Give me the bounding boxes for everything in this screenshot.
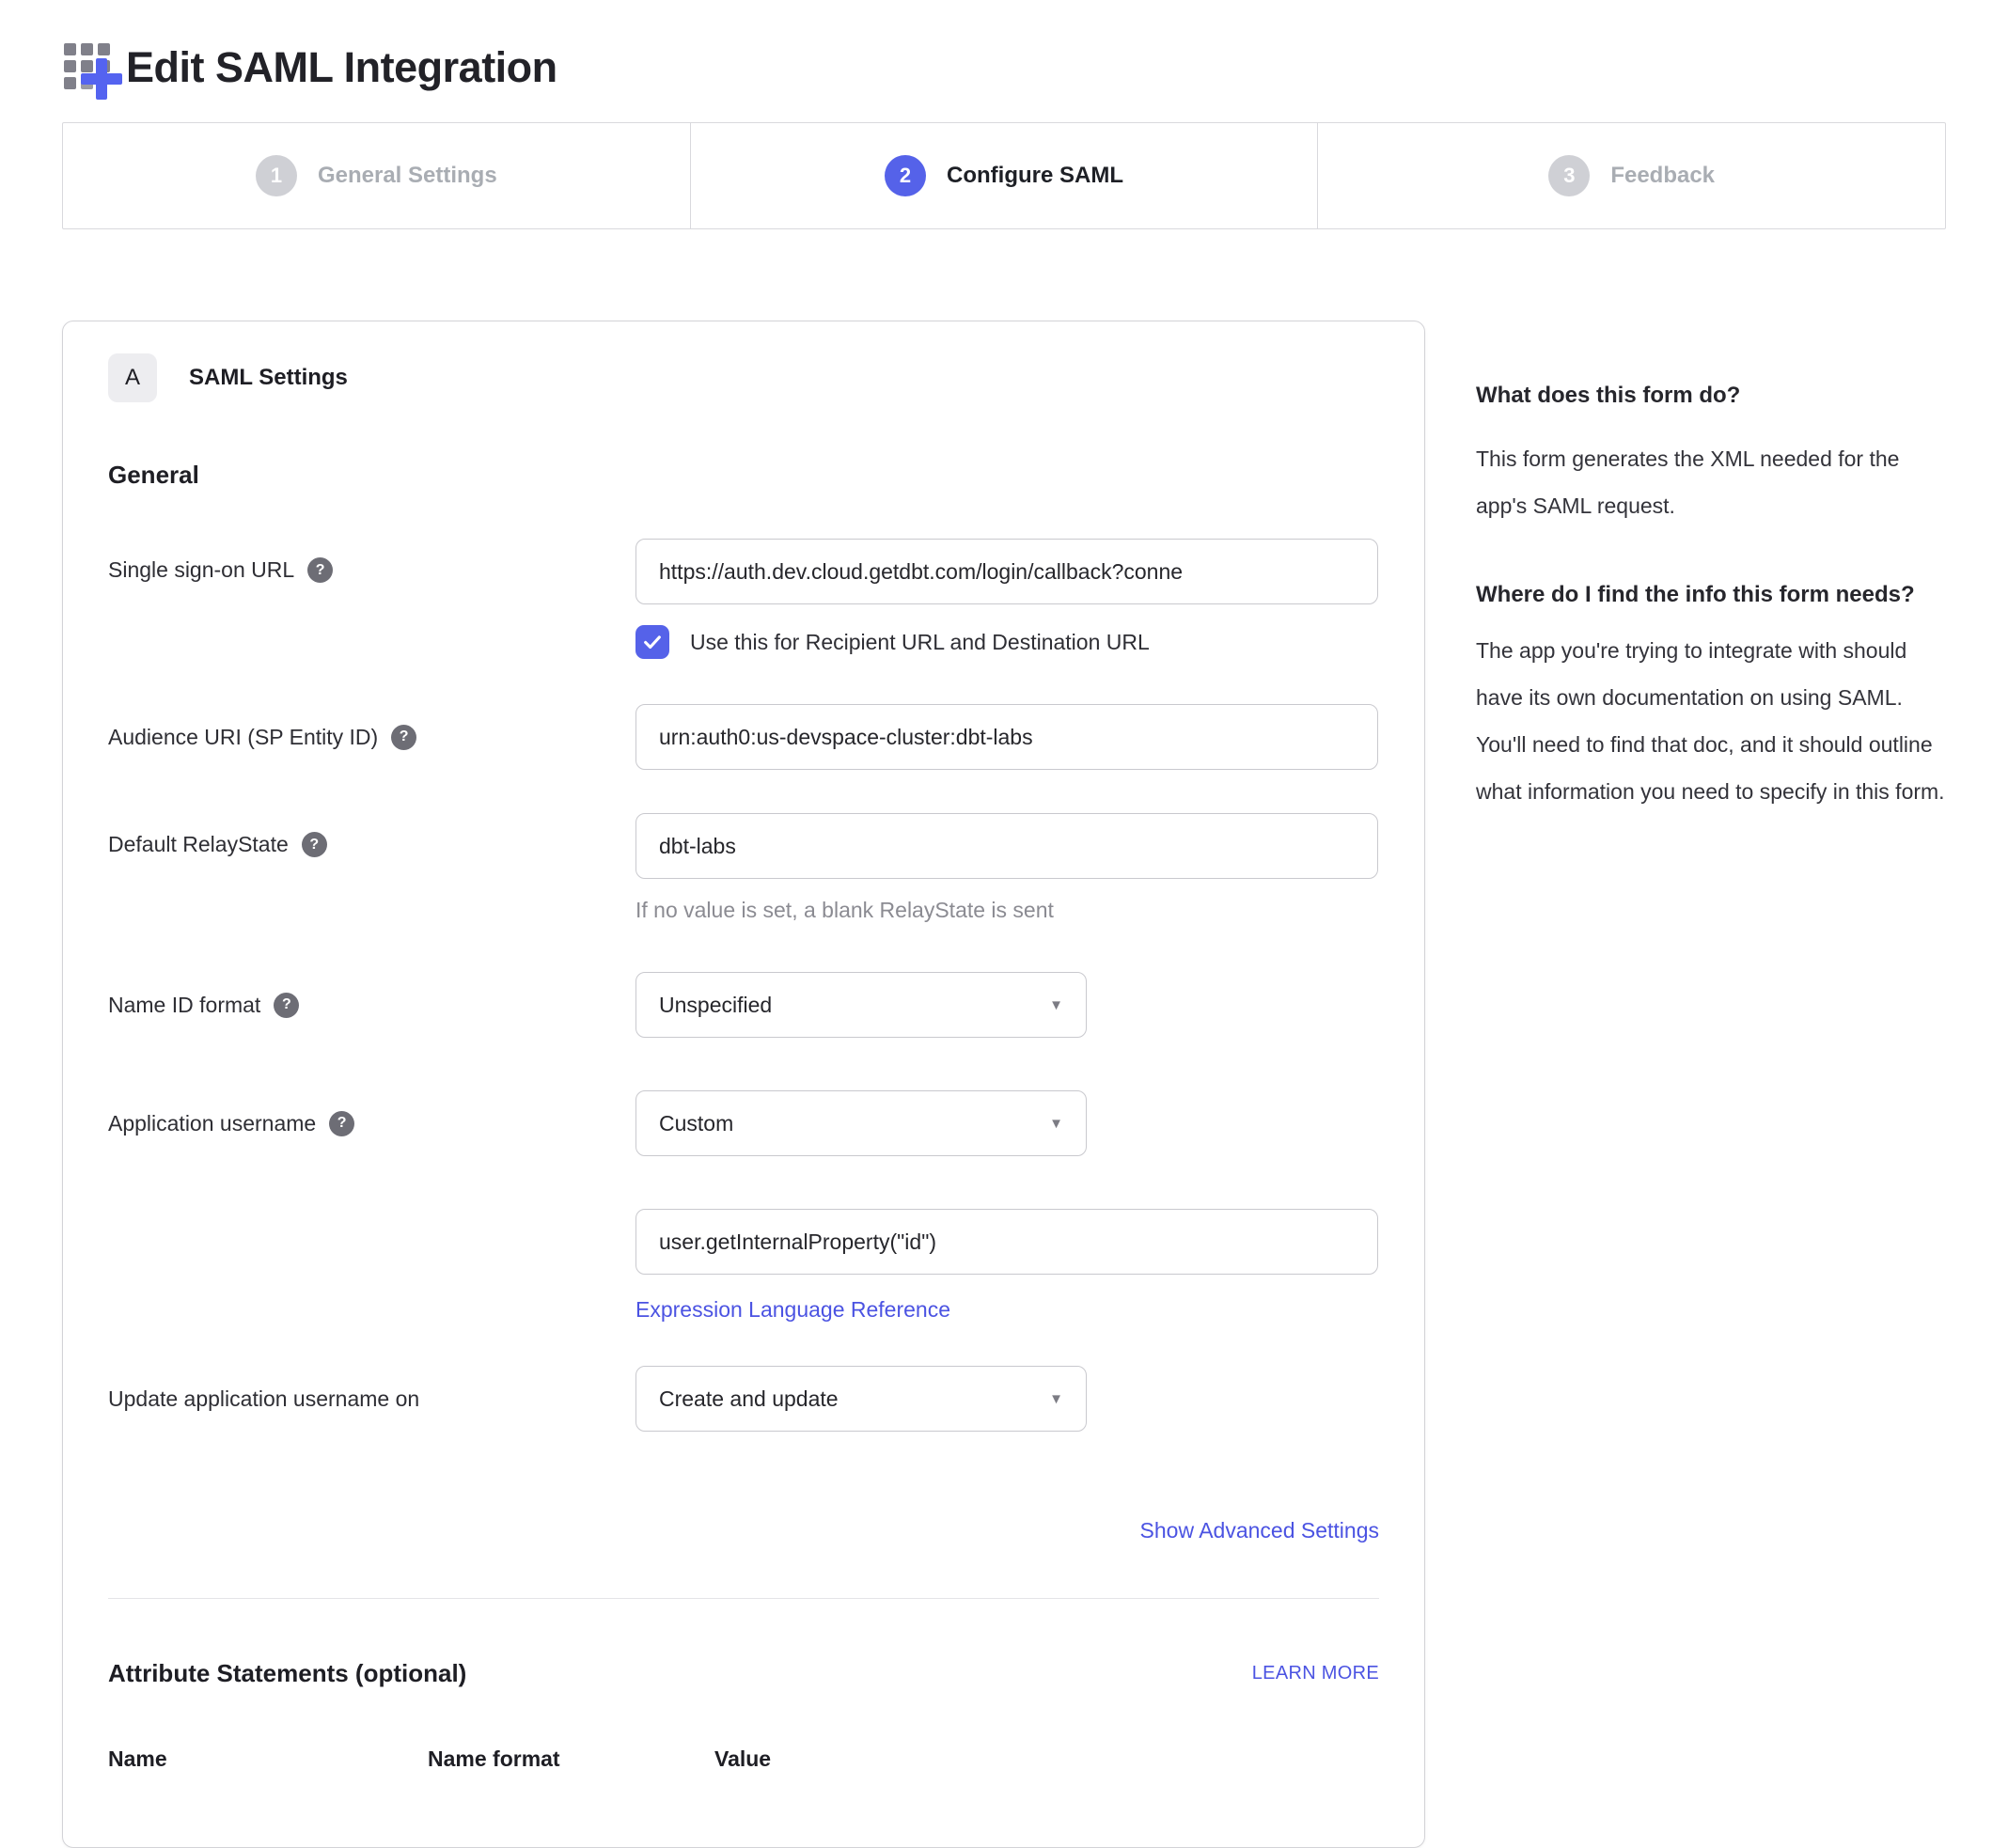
relay-state-label: Default RelayState	[108, 832, 289, 856]
sidebar-question-1: What does this form do?	[1476, 383, 1741, 408]
step-2-circle: 2	[885, 155, 926, 196]
recipient-url-checkbox-label: Use this for Recipient URL and Destination URL	[690, 629, 1150, 654]
section-a-badge: A	[108, 353, 157, 402]
name-id-format-label-group	[108, 993, 635, 1018]
learn-more-link[interactable]: LEARN MORE	[1251, 1663, 1379, 1684]
attribute-table-header	[108, 1746, 1379, 1772]
page-title: Edit SAML Integration	[126, 43, 557, 91]
page	[0, 36, 2008, 1848]
sidebar-answer-2: The app you're trying to integrate with should have its own documentation on using SAML. You'll need to find that doc, and it should outline what information you need to specify in this form.	[1476, 638, 1945, 804]
step-configure-saml[interactable]	[690, 123, 1318, 228]
step-3-label: Feedback	[1610, 163, 1716, 188]
audience-uri-input[interactable]	[635, 704, 1378, 770]
caret-down-icon: ▼	[1049, 996, 1063, 1013]
application-username-label-group	[108, 1111, 635, 1136]
name-id-format-value: Unspecified	[659, 992, 773, 1017]
saml-settings-card	[62, 321, 1425, 1848]
update-username-label: Update application username on	[108, 1386, 420, 1411]
step-2-label: Configure SAML	[947, 163, 1123, 188]
attribute-statements-header	[108, 1659, 1379, 1688]
update-username-value: Create and update	[659, 1386, 839, 1411]
attr-column-name: Name	[108, 1746, 167, 1771]
step-3-circle: 3	[1548, 155, 1590, 196]
sso-url-input[interactable]	[635, 539, 1378, 604]
help-icon[interactable]: ?	[329, 1111, 354, 1136]
recipient-url-checkbox[interactable]	[635, 625, 669, 659]
help-icon[interactable]: ?	[302, 832, 327, 857]
update-username-row	[108, 1366, 1379, 1432]
show-advanced-settings-link[interactable]: Show Advanced Settings	[1139, 1518, 1379, 1543]
sidebar-question-2: Where do I find the info this form needs?	[1476, 582, 1915, 607]
audience-uri-label-group	[108, 725, 635, 750]
attr-column-name-format: Name format	[428, 1746, 560, 1771]
plus-icon	[81, 58, 122, 100]
sidebar-answer-1: This form generates the XML needed for the app's SAML request.	[1476, 446, 1900, 518]
attribute-statements-title: Attribute Statements (optional)	[108, 1659, 467, 1687]
custom-expression-block	[635, 1209, 1379, 1275]
update-username-label-group	[108, 1386, 635, 1412]
step-general-settings[interactable]	[63, 123, 690, 228]
advanced-settings-row	[108, 1518, 1379, 1543]
relay-state-hint: If no value is set, a blank RelayState is sent	[635, 898, 1054, 922]
expression-language-reference-link[interactable]: Expression Language Reference	[635, 1297, 951, 1322]
update-username-select[interactable]	[635, 1366, 1087, 1432]
app-grid-plus-icon	[62, 36, 124, 100]
step-feedback[interactable]	[1317, 123, 1945, 228]
help-sidebar	[1476, 321, 1946, 864]
application-username-value: Custom	[659, 1110, 734, 1135]
step-1-label: General Settings	[317, 163, 497, 188]
application-username-select[interactable]	[635, 1090, 1087, 1156]
relay-state-input[interactable]	[635, 813, 1378, 879]
relay-state-label-group	[108, 813, 635, 857]
main-content	[62, 321, 1946, 1848]
sso-url-row	[108, 539, 1379, 604]
application-username-row	[108, 1090, 1379, 1156]
sso-checkbox-row	[635, 625, 1379, 659]
relay-state-row	[108, 813, 1379, 879]
custom-expression-input[interactable]	[635, 1209, 1378, 1275]
audience-uri-row	[108, 704, 1379, 770]
wizard-stepper	[62, 122, 1946, 229]
help-icon[interactable]: ?	[391, 725, 416, 750]
sso-url-control	[635, 539, 1378, 604]
section-divider	[108, 1598, 1379, 1599]
attr-column-value: Value	[714, 1746, 772, 1771]
caret-down-icon: ▼	[1049, 1390, 1063, 1407]
name-id-format-label: Name ID format	[108, 992, 261, 1017]
card-header	[108, 353, 1379, 402]
page-header	[62, 36, 1946, 100]
name-id-format-row	[108, 972, 1379, 1038]
saml-settings-title: SAML Settings	[189, 365, 348, 390]
help-icon[interactable]: ?	[307, 557, 333, 583]
sso-url-label: Single sign-on URL	[108, 557, 295, 582]
application-username-label: Application username	[108, 1110, 317, 1135]
checkmark-icon	[642, 632, 663, 652]
general-heading: General	[108, 461, 199, 489]
audience-uri-label: Audience URI (SP Entity ID)	[108, 724, 379, 749]
sso-url-label-group	[108, 539, 635, 583]
expression-language-row	[635, 1297, 1379, 1323]
caret-down-icon: ▼	[1049, 1115, 1063, 1132]
step-1-circle: 1	[256, 155, 297, 196]
help-icon[interactable]: ?	[274, 993, 299, 1018]
name-id-format-select[interactable]	[635, 972, 1087, 1038]
